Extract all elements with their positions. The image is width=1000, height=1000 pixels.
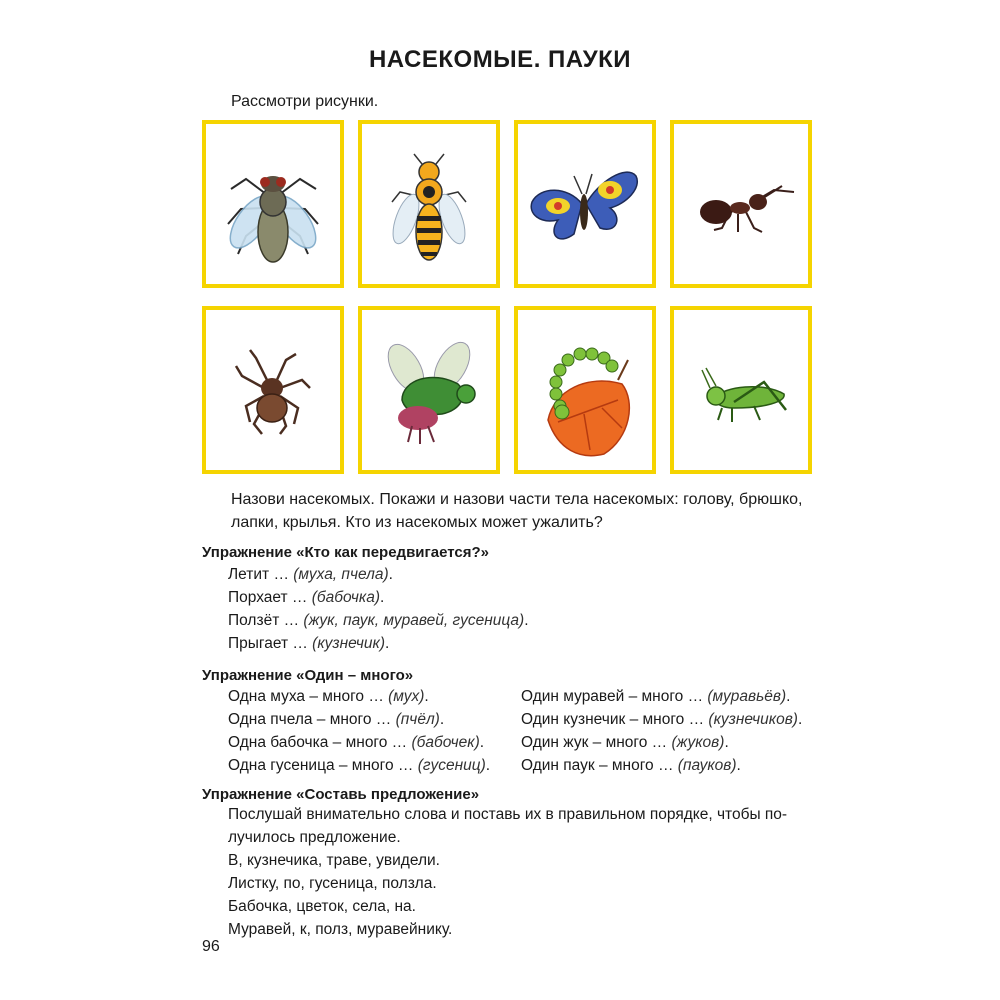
picture-card-grasshopper [670, 306, 812, 474]
ex3-sentence: В, кузнечика, траве, увидели. [228, 852, 440, 869]
ex1-item: Ползёт … (жук, паук, муравей, гусеница). [228, 612, 529, 629]
ex2-left-item: Одна гусеница – много … (гусениц). [228, 757, 491, 774]
picture-card-caterpillar [514, 306, 656, 474]
picture-card-spider [202, 306, 344, 474]
task-line-2: лапки, крылья. Кто из насекомых может ужалить? [231, 514, 603, 531]
grasshopper-icon [674, 310, 808, 470]
exercise-3-heading: Упражнение «Составь предложение» [202, 786, 480, 803]
ex2-right-item: Один кузнечик – много … (кузнечиков). [521, 711, 803, 728]
beetle-icon [362, 310, 496, 470]
ex3-intro-line-2: лучилось предложение. [228, 829, 401, 846]
page-title: НАСЕКОМЫЕ. ПАУКИ [368, 46, 632, 73]
bee-icon [362, 124, 496, 284]
ex1-item: Летит … (муха, пчела). [228, 566, 393, 583]
butterfly-icon [518, 124, 652, 284]
ex2-right-item: Один муравей – много … (муравьёв). [521, 688, 791, 705]
picture-card-ant [670, 120, 812, 288]
picture-card-butterfly [514, 120, 656, 288]
picture-card-fly [202, 120, 344, 288]
exercise-1-heading: Упражнение «Кто как передвигается?» [202, 544, 490, 561]
page-number: 96 [202, 938, 220, 955]
picture-card-beetle [358, 306, 500, 474]
ex2-right-item: Один паук – много … (пауков). [521, 757, 741, 774]
ex3-intro-line-1: Послушай внимательно слова и поставь их в правильном порядке, чтобы по- [228, 806, 788, 823]
ant-icon [674, 124, 808, 284]
instruction: Рассмотри рисунки. [231, 93, 379, 110]
ex2-left-item: Одна пчела – много … (пчёл). [228, 711, 445, 728]
ex3-sentence: Муравей, к, полз, муравейнику. [228, 921, 453, 938]
ex1-item: Порхает … (бабочка). [228, 589, 385, 606]
spider-icon [206, 310, 340, 470]
ex2-left-item: Одна бабочка – много … (бабочек). [228, 734, 485, 751]
fly-icon [206, 124, 340, 284]
picture-card-bee [358, 120, 500, 288]
ex3-sentence: Листку, по, гусеница, ползла. [228, 875, 437, 892]
ex2-left-item: Одна муха – много … (мух). [228, 688, 429, 705]
exercise-2-heading: Упражнение «Один – много» [202, 667, 414, 684]
ex2-right-item: Один жук – много … (жуков). [521, 734, 729, 751]
caterpillar-on-leaf-icon [518, 310, 652, 470]
ex3-sentence: Бабочка, цветок, села, на. [228, 898, 416, 915]
task-line-1: Назови насекомых. Покажи и назови части тела насекомых: голову, брюшко, [231, 491, 803, 508]
ex1-item: Прыгает … (кузнечик). [228, 635, 390, 652]
